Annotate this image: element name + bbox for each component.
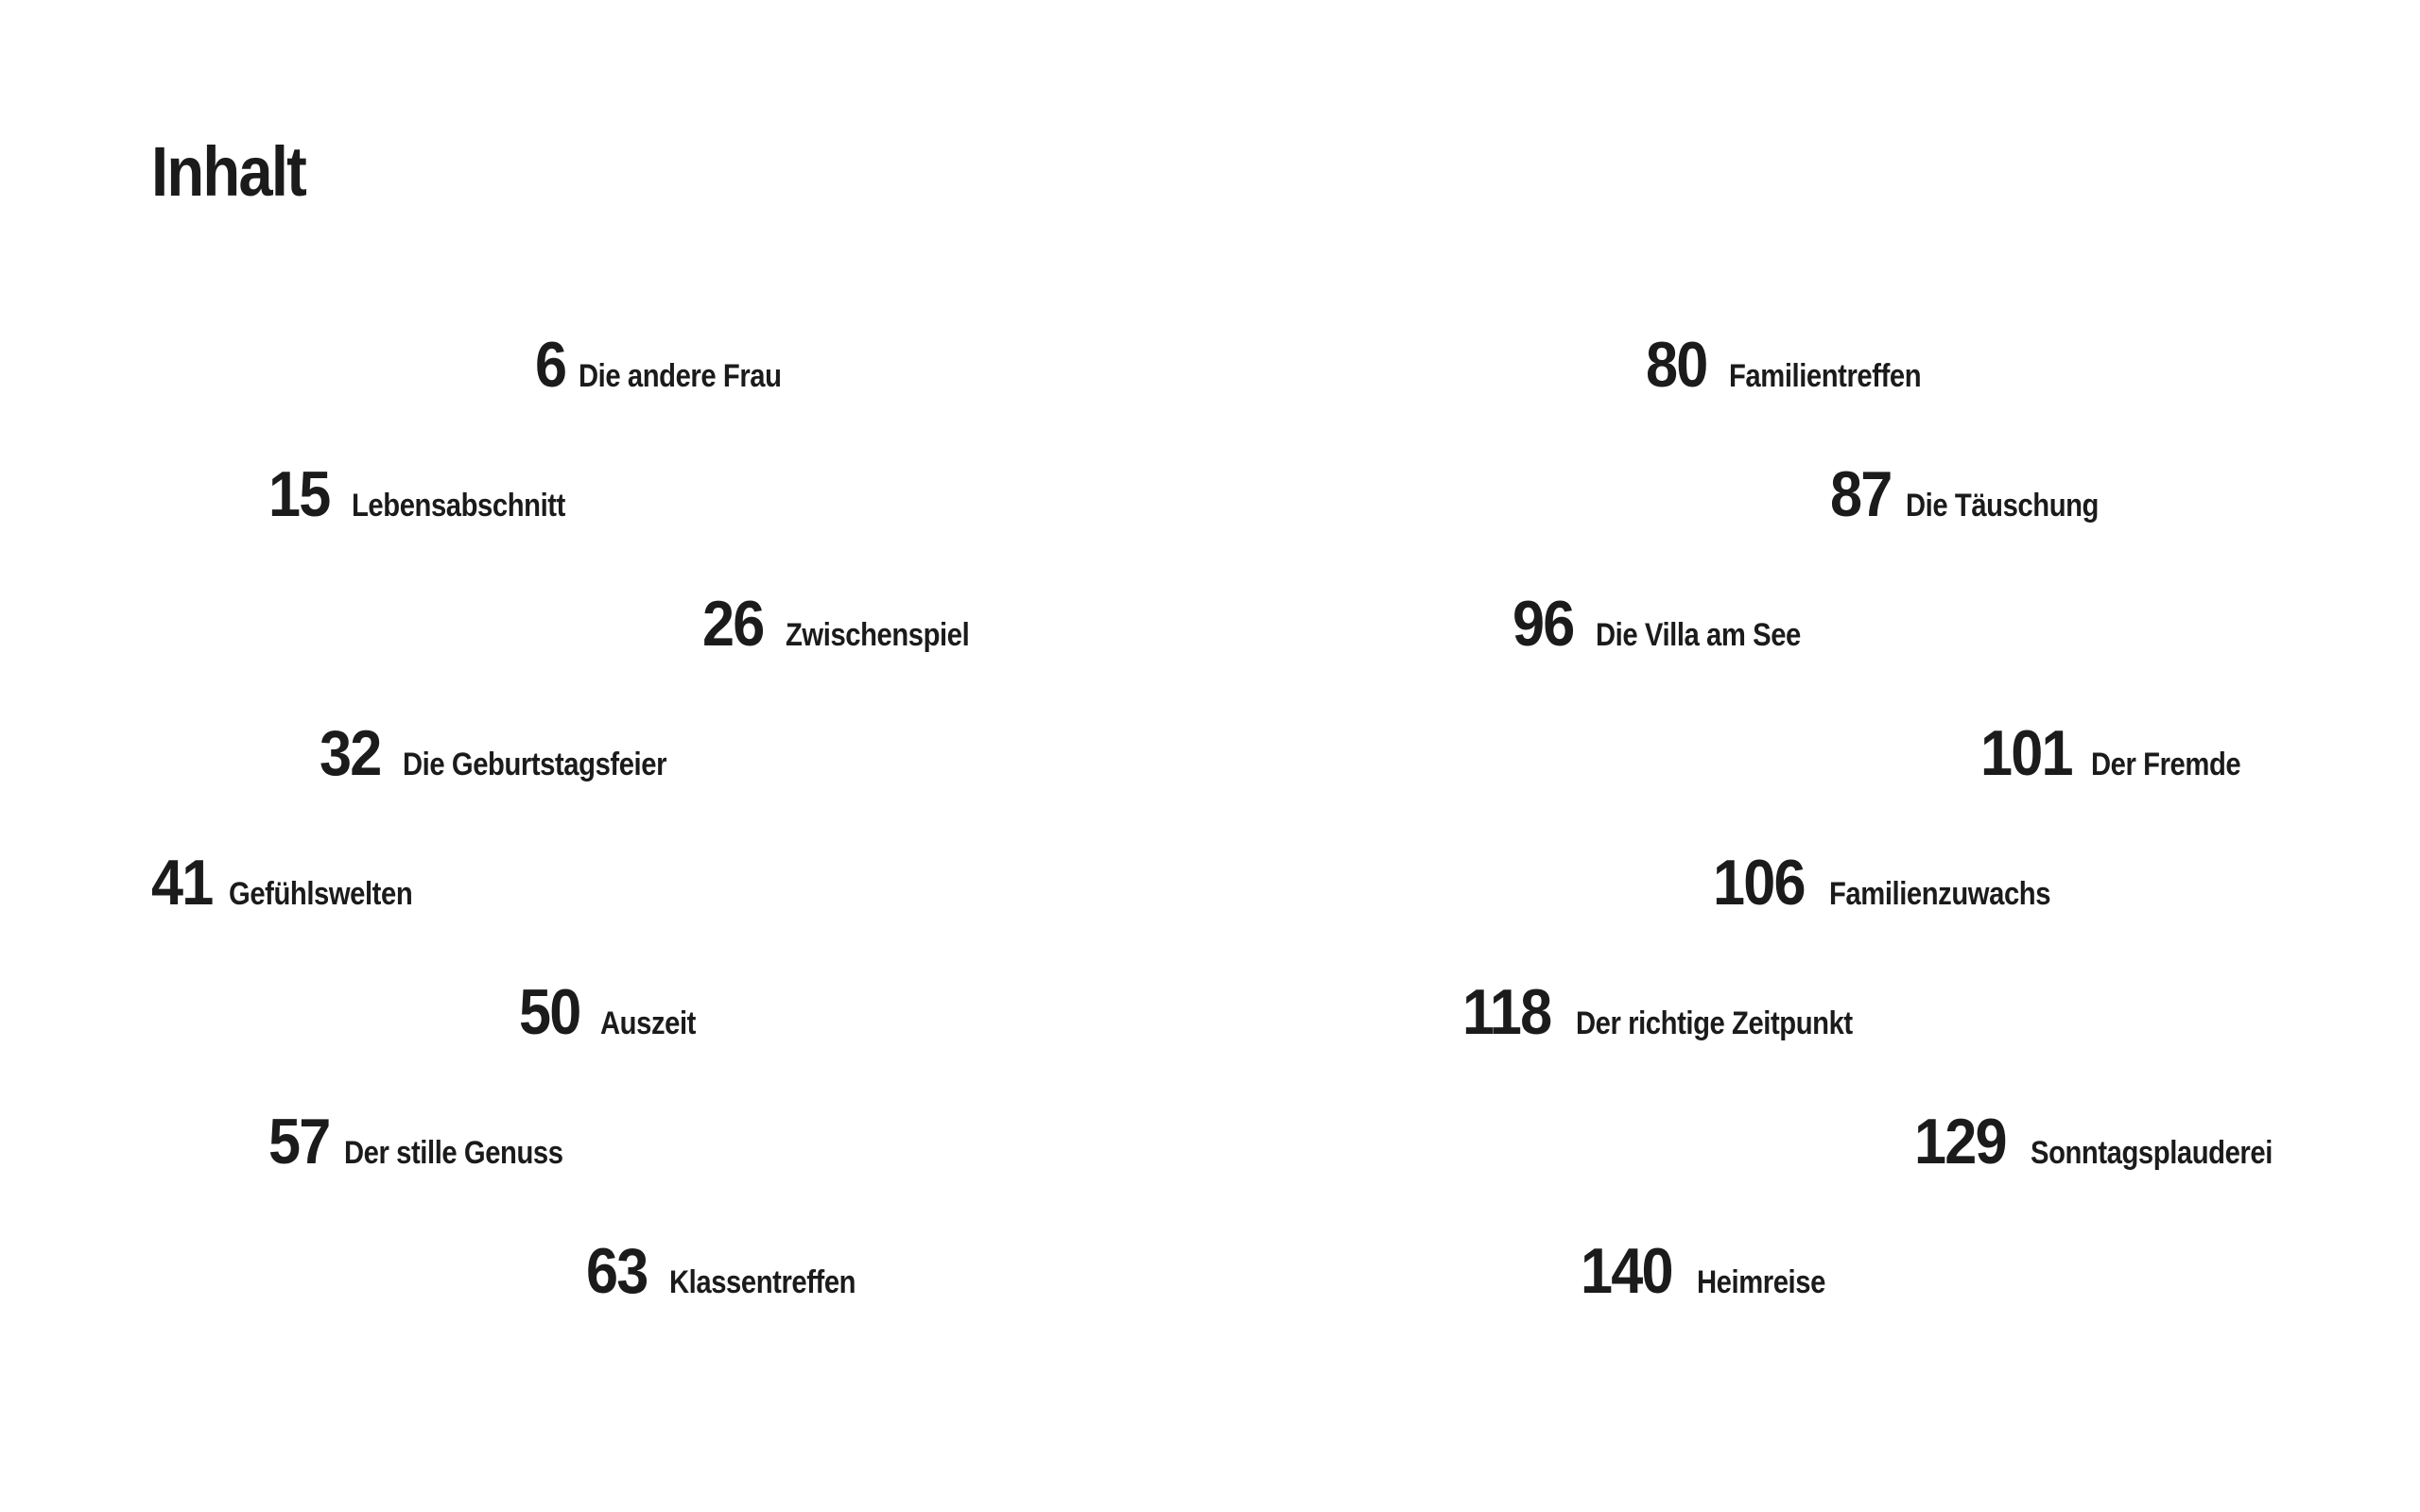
toc-entry[interactable] (535, 329, 814, 401)
toc-chapter-title: Die Geburtstagsfeier (402, 747, 666, 782)
toc-chapter-title: Familientreffen (1728, 358, 1921, 394)
toc-page-number: 6 (535, 329, 566, 401)
toc-chapter-title: Der Fremde (2091, 747, 2241, 782)
toc-page-number: 57 (268, 1106, 330, 1177)
toc-page-number: 63 (586, 1235, 648, 1307)
toc-page-number: 26 (702, 588, 764, 660)
toc-entry[interactable] (1462, 976, 1897, 1048)
toc-page-number: 87 (1830, 458, 1892, 530)
toc-entry[interactable] (151, 847, 442, 919)
toc-page-number: 118 (1462, 976, 1551, 1048)
toc-chapter-title: Die Villa am See (1595, 617, 1801, 653)
toc-chapter-title: Die andere Frau (578, 358, 782, 394)
toc-page-number: 15 (268, 458, 330, 530)
toc-entry[interactable] (268, 1106, 598, 1177)
toc-entry[interactable] (320, 717, 709, 789)
toc-page-number: 80 (1646, 329, 1707, 401)
toc-entry[interactable] (702, 588, 999, 660)
toc-chapter-title: Zwischenspiel (785, 617, 969, 653)
toc-chapter-title: Auszeit (599, 1005, 696, 1041)
toc-entry[interactable] (1980, 717, 2265, 789)
toc-entry[interactable] (586, 1235, 886, 1307)
toc-entry[interactable] (1830, 458, 2130, 530)
toc-chapter-title: Klassentreffen (668, 1264, 856, 1300)
toc-entry[interactable] (1713, 847, 2087, 919)
toc-page-number: 32 (320, 717, 381, 789)
toc-page-number: 41 (151, 847, 213, 919)
toc-entry[interactable] (519, 976, 711, 1048)
toc-entry[interactable] (1512, 588, 1834, 660)
toc-page-number: 106 (1713, 847, 1805, 919)
toc-entry[interactable] (1914, 1106, 2312, 1177)
toc-entry[interactable] (268, 458, 599, 530)
toc-page-number: 101 (1980, 717, 2072, 789)
toc-chapter-title: Heimreise (1697, 1264, 1826, 1300)
toc-chapter-title: Gefühlswelten (228, 876, 412, 912)
toc-chapter-title: Der richtige Zeitpunkt (1575, 1005, 1853, 1041)
toc-entry[interactable] (1581, 1235, 1847, 1307)
toc-page-number: 129 (1914, 1106, 2006, 1177)
toc-chapter-title: Die Täuschung (1905, 488, 2099, 524)
toc-chapter-title: Lebensabschnitt (351, 488, 565, 524)
toc-chapter-title: Familienzuwachs (1829, 876, 2051, 912)
toc-chapter-title: Der stille Genuss (343, 1135, 563, 1171)
toc-entry[interactable] (1646, 329, 1952, 401)
toc-chapter-title: Sonntagsplauderei (2031, 1135, 2273, 1171)
toc-page-number: 96 (1512, 588, 1574, 660)
page-title: Inhalt (151, 132, 306, 211)
toc-page-number: 50 (519, 976, 580, 1048)
toc-page-number: 140 (1581, 1235, 1672, 1307)
